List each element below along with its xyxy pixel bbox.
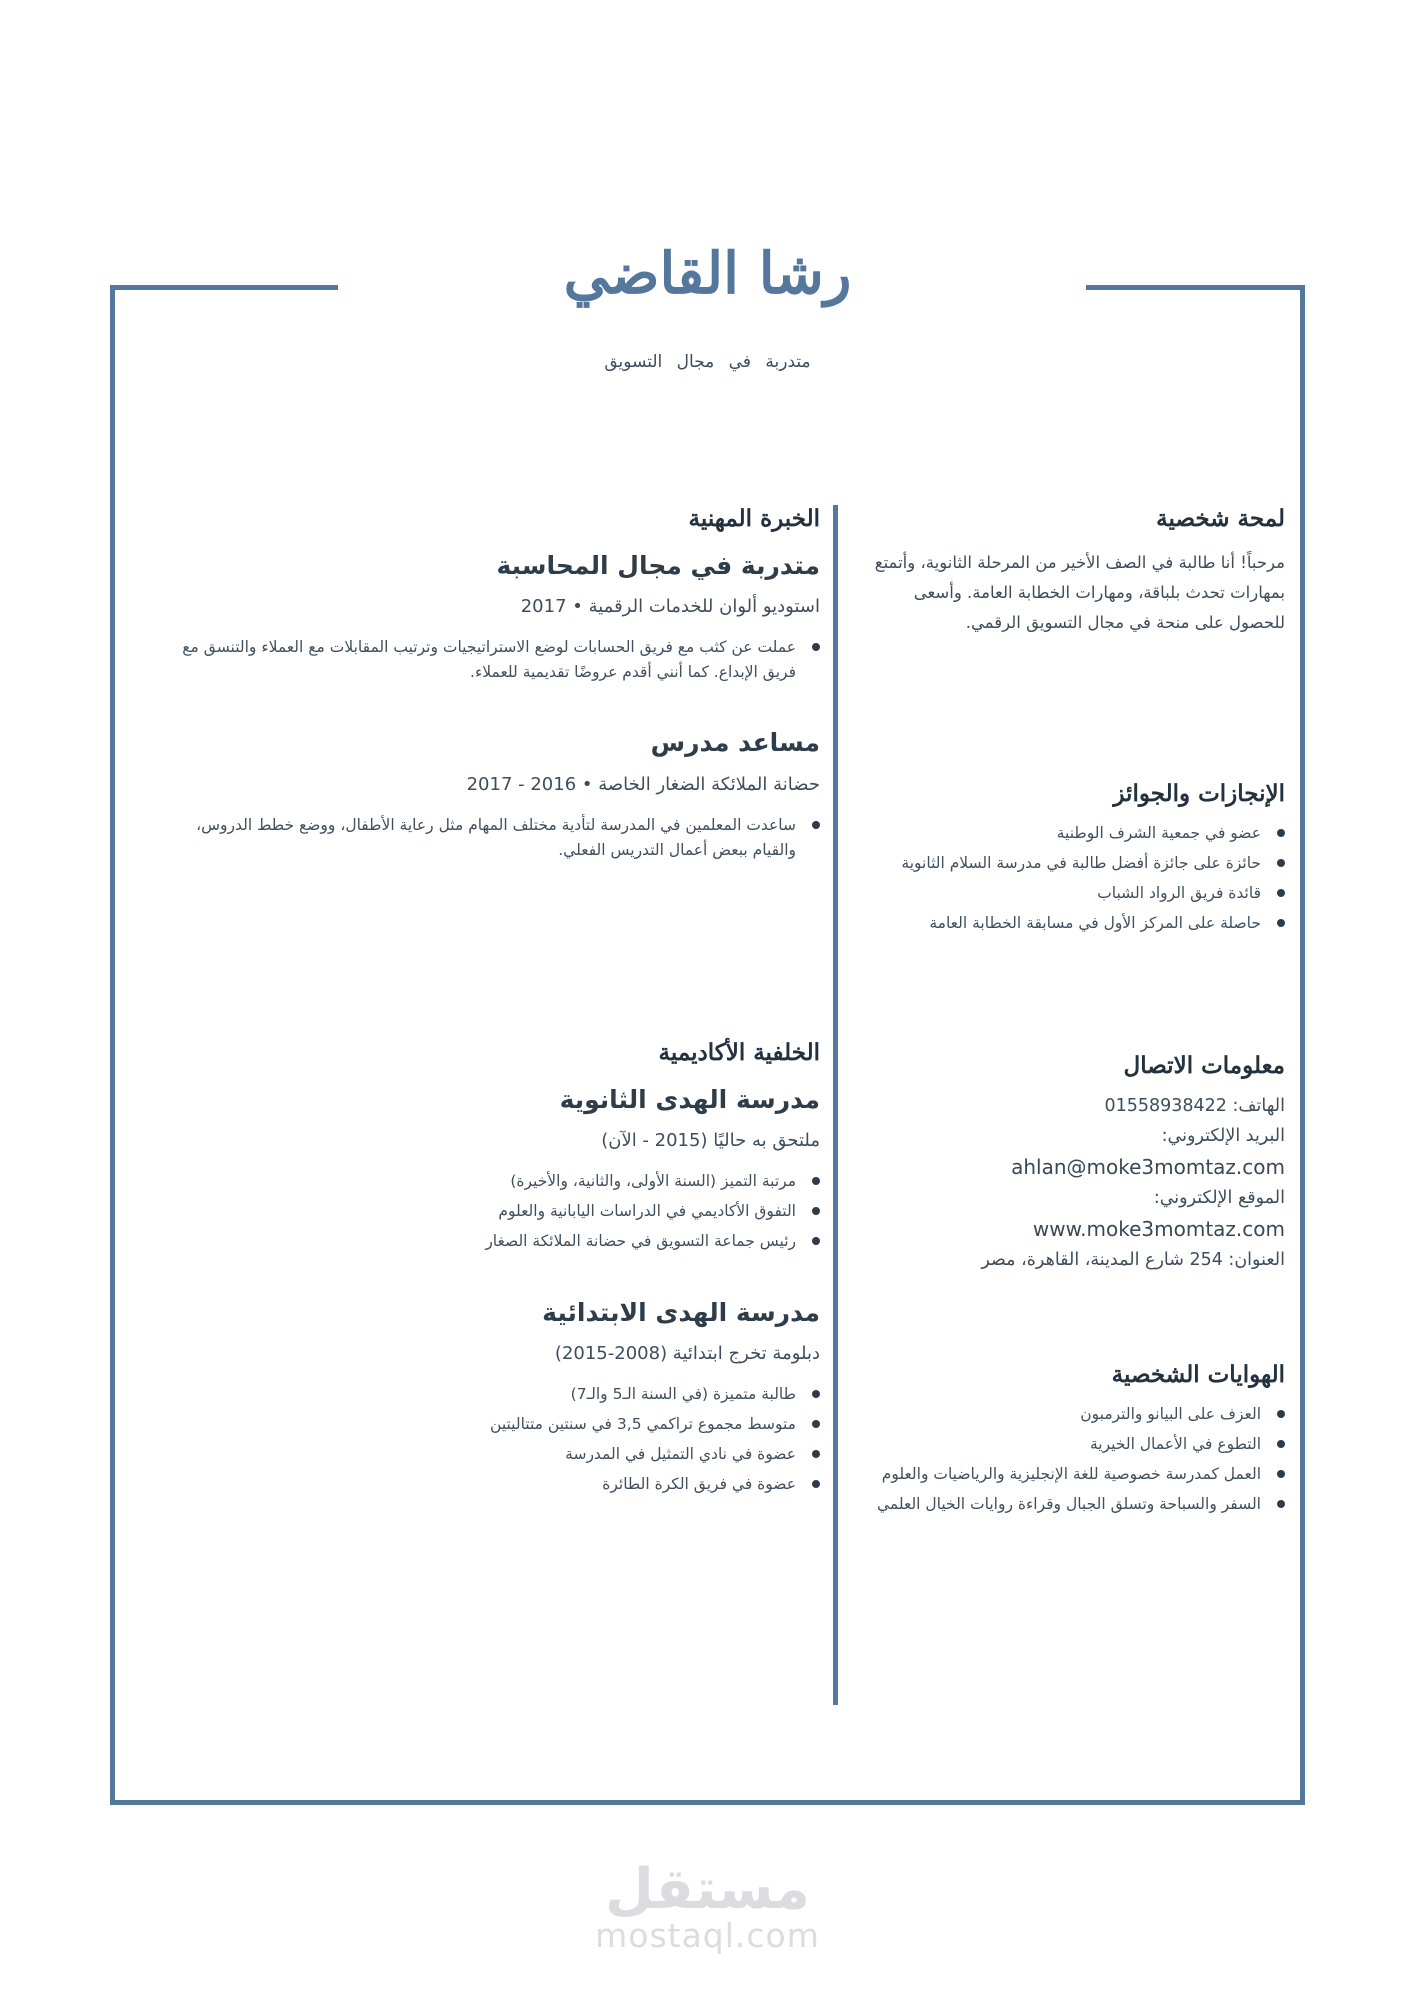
list-item [855, 911, 1285, 936]
list-item [855, 1432, 1285, 1457]
contact-address: العنوان: 254 شارع المدينة، القاهرة، مصر [981, 1249, 1285, 1270]
school-bullet-text: متوسط مجموع تراكمي 3,5 في سنتين متتاليتين [490, 1415, 796, 1434]
contact-email-value: ahlan@moke3momtaz.com [1011, 1154, 1285, 1179]
job-entry [180, 550, 820, 686]
list-item [180, 1382, 820, 1407]
bullet-dot-icon [812, 1480, 820, 1488]
school-bullet-text: التفوق الأكاديمي في الدراسات اليابانية والعلوم [498, 1202, 796, 1221]
hobby-text: التطوع في الأعمال الخيرية [1089, 1435, 1261, 1454]
job-bullets [180, 813, 820, 863]
mostaql-domain: mostaql.com [595, 1916, 820, 1955]
achievement-text: عضو في جمعية الشرف الوطنية [1056, 823, 1261, 842]
school-bullet-text: طالبة متميزة (في السنة الـ5 والـ7) [570, 1385, 796, 1404]
bullet-dot-icon [812, 1177, 820, 1185]
job-title: مساعد مدرس [650, 728, 820, 758]
list-item [180, 1229, 820, 1254]
bullet-dot-icon [812, 643, 820, 651]
list-item [180, 1199, 820, 1224]
school-bullet-text: مرتبة التميز (السنة الأولى، والثانية، والأخيرة) [510, 1172, 796, 1191]
achievement-text: حاصلة على المركز الأول في مسابقة الخطابة العامة [929, 913, 1261, 932]
bullet-dot-icon [812, 1450, 820, 1458]
list-item [855, 1492, 1285, 1517]
achievement-text: حائزة على جائزة أفضل طالبة في مدرسة السلام الثانوية [901, 853, 1261, 872]
job-meta: استوديو ألوان للخدمات الرقمية • 2017 [520, 596, 820, 617]
candidate-name: رشا القاضي [563, 240, 852, 307]
list-item [855, 1402, 1285, 1427]
school-entry [180, 1084, 820, 1255]
contact-phone: الهاتف: 01558938422 [1104, 1095, 1285, 1116]
school-title: مدرسة الهدى الابتدائية [542, 1297, 820, 1327]
job-entry [180, 727, 820, 863]
section-heading-experience: الخبرة المهنية [688, 505, 820, 532]
frame-right-line [1300, 285, 1305, 1805]
bullet-dot-icon [1277, 1410, 1285, 1418]
list-item [180, 1442, 820, 1467]
school-bullet-text: عضوة في فريق الكرة الطائرة [602, 1475, 796, 1494]
contact-website-value: www.moke3momtaz.com [1032, 1216, 1285, 1241]
candidate-title: متدربة في مجال التسويق [604, 352, 811, 372]
school-bullets [180, 1169, 820, 1254]
job-meta: حضانة الملائكة الضغار الخاصة • 2016 - 2017 [466, 773, 820, 795]
school-bullet-text: عضوة في نادي التمثيل في المدرسة [565, 1445, 796, 1464]
contact-block [855, 1091, 1285, 1276]
achievement-text: قائدة فريق الرواد الشباب [1097, 883, 1261, 902]
bullet-dot-icon [1277, 919, 1285, 927]
bullet-dot-icon [1277, 889, 1285, 897]
school-meta: ملتحق به حاليًا (2015 - الآن) [601, 1130, 820, 1152]
list-item [180, 1412, 820, 1437]
job-bullets [180, 635, 820, 685]
bullet-dot-icon [812, 1390, 820, 1398]
section-heading-hobbies: الهوايات الشخصية [1111, 1361, 1285, 1389]
school-bullets [180, 1382, 820, 1497]
section-heading-education: الخلفية الأكاديمية [658, 1039, 820, 1067]
list-item [855, 851, 1285, 876]
school-bullet-text: رئيس جماعة التسويق في حضانة الملائكة الصغار [485, 1232, 796, 1251]
list-item [855, 881, 1285, 906]
list-item [180, 1169, 820, 1194]
contact-website-label: الموقع الإلكتروني: [1153, 1187, 1285, 1208]
bullet-dot-icon [812, 1420, 820, 1428]
list-item [180, 813, 820, 863]
hobby-text: العزف على البيانو والترمبون [1080, 1404, 1261, 1423]
list-item [180, 1472, 820, 1497]
bullet-dot-icon [1277, 1500, 1285, 1508]
bullet-dot-icon [812, 1237, 820, 1245]
achievements-list [855, 821, 1285, 936]
bullet-dot-icon [1277, 859, 1285, 867]
school-title: مدرسة الهدى الثانوية [559, 1084, 820, 1114]
list-item [180, 635, 820, 685]
hobbies-list [855, 1402, 1285, 1517]
bullet-dot-icon [812, 1207, 820, 1215]
bullet-dot-icon [812, 821, 820, 829]
section-heading-about: لمحة شخصية [1156, 505, 1285, 532]
school-meta: دبلومة تخرج ابتدائية (2008-2015) [554, 1342, 820, 1364]
frame-left-line [110, 285, 115, 1805]
column-divider-line [833, 505, 838, 1705]
left-column [180, 505, 820, 1502]
watermark [0, 1857, 1415, 1955]
bullet-dot-icon [1277, 829, 1285, 837]
hobby-text: السفر والسباحة وتسلق الجبال وقراءة روايات الخيال العلمي [876, 1495, 1261, 1514]
list-item [855, 821, 1285, 846]
hobby-text: العمل كمدرسة خصوصية للغة الإنجليزية والرياضيات والعلوم [881, 1465, 1261, 1484]
section-heading-achievements: الإنجازات والجوائز [1113, 779, 1285, 807]
bullet-dot-icon [1277, 1440, 1285, 1448]
job-bullet-text: عملت عن كثب مع فريق الحسابات لوضع الاستراتيجيات وترتيب المقابلات مع العملاء والتنسق مع فريق الإبداع. كما أنني أقدم عروضًا تقديمية للعملاء. [182, 638, 796, 682]
about-text: مرحباً! أنا طالبة في الصف الأخير من المرحلة الثانوية، وأتمتع بمهارات تحدث بلباقة، ومهارات الخطابة العامة. وأسعى للحصول على منحة في مجال التسويق الرقمي. [874, 552, 1285, 632]
school-entry [180, 1297, 820, 1498]
frame-bottom-line [110, 1800, 1305, 1805]
right-column [855, 505, 1285, 1522]
job-bullet-text: ساعدت المعلمين في المدرسة لتأدية مختلف المهام مثل رعاية الأطفال، ووضع خطط الدروس، والقيام ببعض أعمال التدريس الفعلي. [196, 815, 796, 859]
job-title: متدربة في مجال المحاسبة [496, 550, 820, 580]
list-item [855, 1462, 1285, 1487]
section-heading-contact: معلومات الاتصال [1123, 1051, 1285, 1079]
mostaql-logo: مستقل [605, 1857, 810, 1922]
bullet-dot-icon [1277, 1470, 1285, 1478]
contact-email-label: البريد الإلكتروني: [1161, 1126, 1285, 1147]
